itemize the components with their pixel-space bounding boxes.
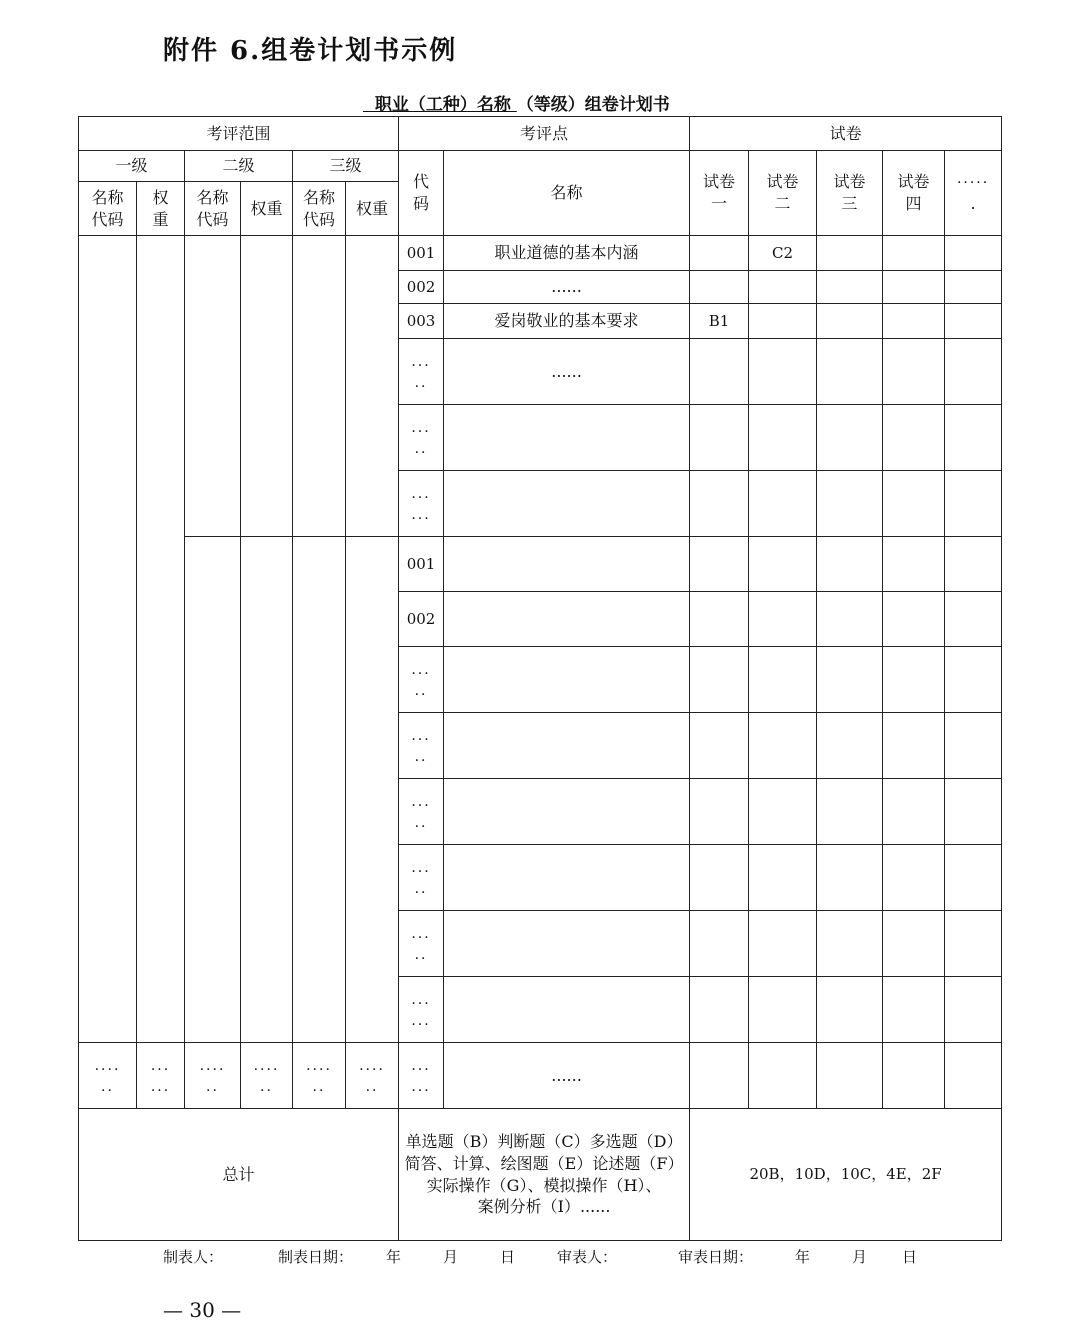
paper-cell: [749, 537, 817, 592]
point-name: [444, 405, 690, 471]
paper-cell: [945, 713, 1002, 779]
point-code: 002: [399, 592, 444, 647]
paper-cell: [690, 647, 749, 713]
paper-cell: [883, 592, 945, 647]
level1-weight: 权 重: [137, 182, 185, 236]
paper-cell: [945, 647, 1002, 713]
level2-header: 二级: [185, 151, 293, 182]
point-code: ... ..: [399, 911, 444, 977]
paper-cell: [817, 405, 883, 471]
point-code: ... ..: [399, 713, 444, 779]
paper-cell: [945, 911, 1002, 977]
paper-cell: [883, 713, 945, 779]
paper-cell: [749, 713, 817, 779]
level1-weight-cell: [137, 236, 185, 1043]
level1-name-code: 名称 代码: [79, 182, 137, 236]
point-code: ... ..: [399, 339, 444, 405]
question-type-line: 案例分析（I）......: [477, 1197, 611, 1217]
question-type-line: 单选题（B）判断题（C）多选题（D）: [405, 1132, 683, 1152]
paper-cell: [817, 271, 883, 304]
paper1-header: 试卷 一: [690, 151, 749, 236]
paper-cell: [945, 845, 1002, 911]
point-name: [444, 845, 690, 911]
name-header: 名称: [444, 151, 690, 236]
paper-cell: [945, 405, 1002, 471]
paper-cell: [690, 339, 749, 405]
level2-weight-cell: [241, 236, 293, 537]
point-name: ......: [444, 339, 690, 405]
paper-cell: [883, 304, 945, 339]
paper-cell: [945, 537, 1002, 592]
footer-month: 月: [443, 1248, 459, 1266]
question-type-line: 实际操作（G）、模拟操作（H）、: [426, 1175, 662, 1195]
paper-cell: [690, 405, 749, 471]
paper-cell: [817, 304, 883, 339]
footer-review-date: 审表日期：: [678, 1248, 754, 1266]
paper-cell: [690, 977, 749, 1043]
paper-cell: [945, 592, 1002, 647]
paper-cell: [817, 779, 883, 845]
page-number: — 30 —: [163, 1298, 242, 1322]
point-name: [444, 647, 690, 713]
total-label: 总计: [79, 1109, 399, 1241]
paper-cell: [883, 405, 945, 471]
paper-more-header: ····· .: [945, 151, 1002, 236]
level2-name-code-cell: [185, 236, 241, 537]
footer-day-2: 日: [902, 1248, 918, 1266]
paper-cell: [817, 1043, 883, 1109]
paper-cell: [945, 304, 1002, 339]
question-type-line: 简答、计算、绘图题（E）论述题（F）: [404, 1153, 684, 1173]
footer-month-2: 月: [852, 1248, 868, 1266]
level1-header: 一级: [79, 151, 185, 182]
paper-cell: [883, 977, 945, 1043]
paper-cell: [749, 405, 817, 471]
point-name: [444, 779, 690, 845]
footer-year: 年: [386, 1248, 402, 1266]
point-code: ... ...: [399, 471, 444, 537]
header-row-1: [79, 117, 1002, 151]
paper-cell: [945, 779, 1002, 845]
ellipsis-cell: .... ..: [241, 1043, 293, 1109]
level3-name-code-cell: [293, 537, 346, 1043]
level3-weight-cell: [346, 236, 399, 537]
point-code: 001: [399, 236, 444, 271]
paper-cell: [690, 779, 749, 845]
paper-cell: [817, 471, 883, 537]
papers-header: 试卷: [690, 117, 1002, 151]
point-code: 002: [399, 271, 444, 304]
point-name: [444, 911, 690, 977]
point-name: [444, 977, 690, 1043]
paper-cell: [690, 845, 749, 911]
level2-name-code-cell: [185, 537, 241, 1043]
paper-cell: [749, 592, 817, 647]
point-name: ......: [444, 1043, 690, 1109]
paper-cell: [817, 713, 883, 779]
level2-name-code: 名称 代码: [185, 182, 241, 236]
paper-cell: [749, 647, 817, 713]
paper-cell: [749, 304, 817, 339]
paper-cell: [883, 1043, 945, 1109]
paper2-header: 试卷 二: [749, 151, 817, 236]
point-code: ... ...: [399, 977, 444, 1043]
paper-cell: [690, 592, 749, 647]
paper-cell: [817, 845, 883, 911]
point-code: ... ..: [399, 405, 444, 471]
footer-make-date: 制表日期：: [278, 1248, 354, 1266]
paper-cell: [690, 537, 749, 592]
paper-cell: [690, 911, 749, 977]
points-header: 考评点: [399, 117, 690, 151]
paper-cell: [749, 339, 817, 405]
footer-maker: 制表人：: [163, 1248, 224, 1266]
header-row-2: [79, 151, 1002, 182]
paper-cell: [883, 339, 945, 405]
paper-cell: [749, 471, 817, 537]
paper-cell: [817, 236, 883, 271]
level3-weight: 权重: [346, 182, 399, 236]
paper-cell: [749, 977, 817, 1043]
paper-cell: [690, 271, 749, 304]
footer-day: 日: [500, 1248, 516, 1266]
paper-cell: [817, 592, 883, 647]
ellipsis-cell: .... ..: [346, 1043, 399, 1109]
paper-cell: B1: [690, 304, 749, 339]
level3-name-code: 名称 代码: [293, 182, 346, 236]
ellipsis-cell: ... ...: [137, 1043, 185, 1109]
paper-cell: [749, 1043, 817, 1109]
paper-cell: [690, 471, 749, 537]
paper-cell: [817, 647, 883, 713]
paper-cell: [945, 977, 1002, 1043]
paper-cell: [883, 647, 945, 713]
paper-cell: [749, 271, 817, 304]
paper-cell: [817, 977, 883, 1043]
point-code: ... ..: [399, 647, 444, 713]
table-row: [79, 537, 1002, 592]
point-code: ... ...: [399, 1043, 444, 1109]
paper-cell: [883, 537, 945, 592]
exam-plan-table: [78, 116, 1002, 1241]
paper-cell: [883, 911, 945, 977]
level3-name-code-cell: [293, 236, 346, 537]
paper-cell: [690, 713, 749, 779]
paper-cell: [749, 845, 817, 911]
title-rest: （等级）组卷计划书: [516, 95, 670, 115]
ellipsis-cell: .... ..: [293, 1043, 346, 1109]
level1-name-code-cell: [79, 236, 137, 1043]
code-header: 代 码: [399, 151, 444, 236]
table-row: [79, 236, 1002, 271]
paper-cell: [749, 911, 817, 977]
level3-weight-cell: [346, 537, 399, 1043]
document-title: [363, 90, 670, 115]
scope-header: 考评范围: [79, 117, 399, 151]
point-name: [444, 592, 690, 647]
point-code: ... ..: [399, 779, 444, 845]
paper-cell: [945, 339, 1002, 405]
paper-cell: [749, 779, 817, 845]
level2-weight: 权重: [241, 182, 293, 236]
level2-weight-cell: [241, 537, 293, 1043]
point-name: 职业道德的基本内涵: [444, 236, 690, 271]
paper-cell: [817, 911, 883, 977]
total-summary: 20B，10D，10C，4E，2F: [690, 1109, 1002, 1241]
question-types: [399, 1109, 690, 1241]
paper-cell: [817, 339, 883, 405]
paper-cell: C2: [749, 236, 817, 271]
point-name: [444, 471, 690, 537]
ellipsis-cell: .... ..: [185, 1043, 241, 1109]
footer-year-2: 年: [795, 1248, 811, 1266]
table-row: [79, 1043, 1002, 1109]
paper-cell: [945, 1043, 1002, 1109]
paper-cell: [883, 236, 945, 271]
ellipsis-cell: .... ..: [79, 1043, 137, 1109]
point-code: ... ..: [399, 845, 444, 911]
point-name: 爱岗敬业的基本要求: [444, 304, 690, 339]
paper-cell: [690, 236, 749, 271]
paper3-header: 试卷 三: [817, 151, 883, 236]
paper-cell: [945, 271, 1002, 304]
point-code: 001: [399, 537, 444, 592]
point-name: [444, 713, 690, 779]
paper-cell: [817, 537, 883, 592]
paper-cell: [690, 1043, 749, 1109]
total-row: [79, 1109, 1002, 1241]
paper-cell: [883, 779, 945, 845]
job-name-underlined: 职业（工种）名称: [363, 95, 517, 115]
paper-cell: [883, 271, 945, 304]
level3-header: 三级: [293, 151, 399, 182]
point-name: [444, 537, 690, 592]
appendix-heading: 附件 6.组卷计划书示例: [163, 36, 458, 66]
footer-reviewer: 审表人：: [557, 1248, 618, 1266]
paper4-header: 试卷 四: [883, 151, 945, 236]
paper-cell: [945, 236, 1002, 271]
paper-cell: [945, 471, 1002, 537]
point-code: 003: [399, 304, 444, 339]
paper-cell: [883, 471, 945, 537]
paper-cell: [883, 845, 945, 911]
point-name: ......: [444, 271, 690, 304]
